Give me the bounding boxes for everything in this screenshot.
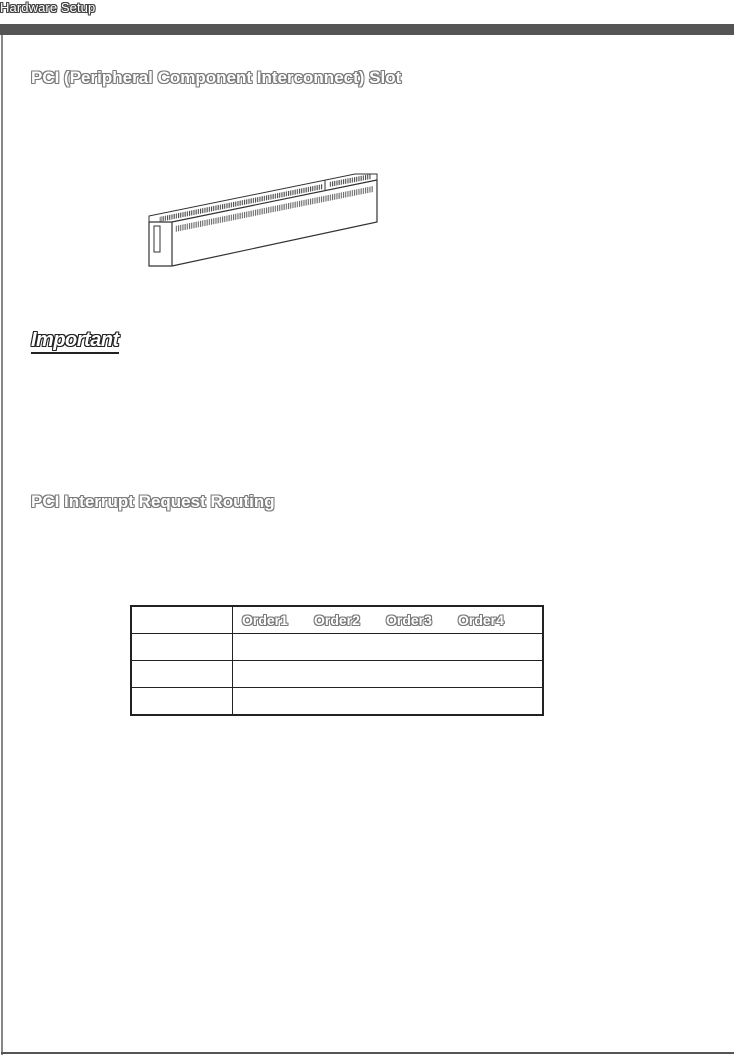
column-header-order2: Order2: [314, 612, 360, 628]
important-label: Important: [31, 329, 119, 354]
table-corner-cell: [131, 606, 233, 634]
page-frame-left: [1, 35, 3, 1055]
column-header-order1: Order1: [242, 612, 288, 628]
header-bar: [0, 24, 734, 35]
table-order-headers: [233, 606, 544, 634]
row-label-cell: [131, 688, 233, 716]
pci-slot-illustration: [145, 168, 380, 272]
table-row: [131, 634, 543, 661]
row-label-cell: [131, 634, 233, 661]
running-header: Hardware Setup: [0, 0, 96, 15]
row-label-cell: [131, 661, 233, 688]
table-header-row: [131, 606, 543, 634]
table-row: [131, 688, 543, 716]
section-title-pci-slot: PCI (Peripheral Component Interconnect) Slot: [31, 68, 402, 87]
section-title-irq-routing: PCI Interrupt Request Routing: [31, 492, 275, 511]
column-header-order3: Order3: [386, 612, 432, 628]
irq-routing-table: [130, 605, 544, 716]
column-header-order4: Order4: [458, 612, 504, 628]
row-value-cell: [233, 634, 544, 661]
page-frame-bottom: [1, 1052, 734, 1054]
row-value-cell: [233, 661, 544, 688]
row-value-cell: [233, 688, 544, 716]
table-row: [131, 661, 543, 688]
